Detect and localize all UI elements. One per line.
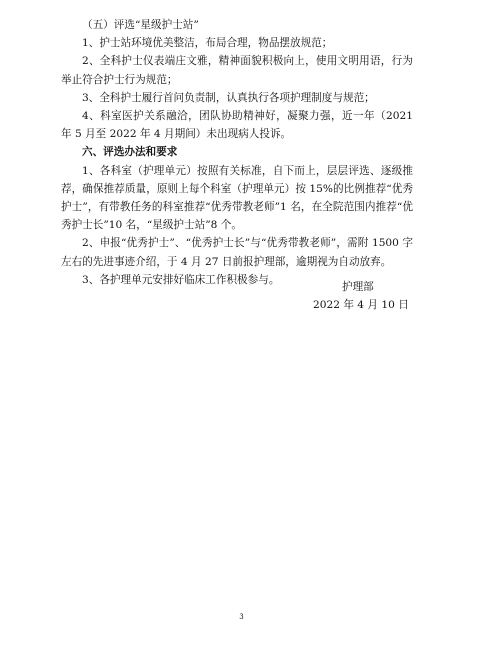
signature-department: 护理部 xyxy=(342,281,374,293)
criterion-1: 1、护士站环境优美整洁，布局合理，物品摆放规范； xyxy=(82,37,333,50)
requirement-2: 2、申报“优秀护士”、“优秀护士长”与“优秀带教老师”，需附 1500 字左右的先进事迹介绍，于 4 月 27 日前报护理部，逾期视为自动放弃。 xyxy=(61,237,413,268)
document-body xyxy=(61,16,413,289)
requirement-1: 1、各科室（护理单元）按照有关标准，自下而上，层层评选、逐级推荐，确保推荐质量，原则上每个科室（护理单元）按 15%的比例推荐“优秀护士”，有带教任务的科室推荐“优秀带教老师”1 名，在全院范围内推荐“优秀护士长”10 名，“星级护士站”8 个。 xyxy=(61,164,413,232)
section-five-title: （五）评选“星级护士站” xyxy=(82,19,199,31)
signature-date: 2022 年 4 月 10 日 xyxy=(313,299,409,311)
requirement-3: 3、各护理单元安排好临床工作积极参与。 xyxy=(82,273,280,286)
criterion-4: 4、科室医护关系融洽，团队协助精神好，凝聚力强，近一年（2021 年 5 月至 2022 年 4 月期间）未出现病人投诉。 xyxy=(61,110,413,141)
criterion-3: 3、全科护士履行首问负责制，认真执行各项护理制度与规范； xyxy=(82,91,375,104)
page-number: 3 xyxy=(239,613,244,621)
section-six-heading: 六、评选办法和要求 xyxy=(82,146,178,159)
criterion-2: 2、全科护士仪表端庄文雅，精神面貌积极向上，使用文明用语，行为举止符合护士行为规范； xyxy=(61,55,413,86)
